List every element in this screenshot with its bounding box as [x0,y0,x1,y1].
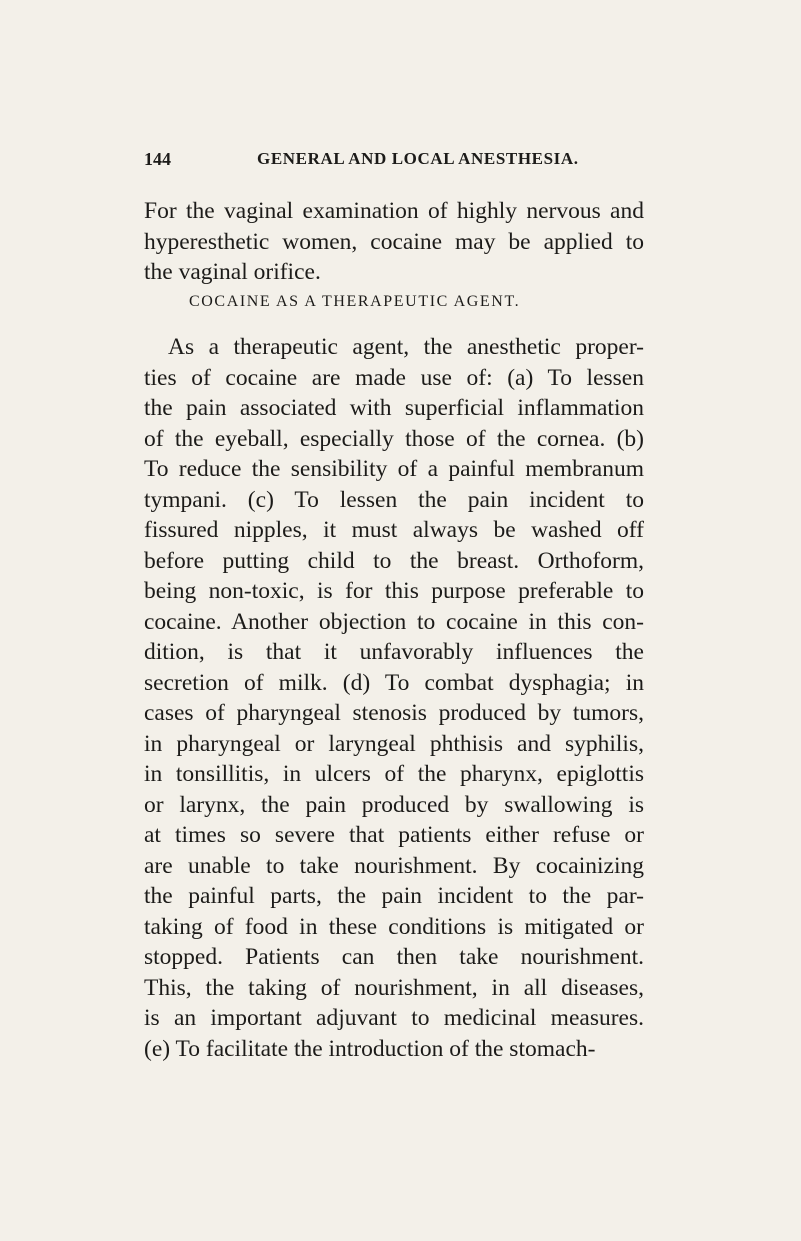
text-line: fissured nipples, it must always be washed off [144,517,644,543]
text-line: the vaginal orifice. [144,259,321,285]
text-line: before putting child to the breast. Orthoform, [144,547,644,574]
text-line: hyperesthetic women, cocaine may be applied to [144,228,644,255]
text-line: dition, is that it unfavorably influences the [144,639,644,665]
text-line: secretion of milk. (d) To combat dysphagia; in [144,669,644,696]
text-line: stopped. Patients can then take nourishment. [144,944,644,970]
text-line: of the eyeball, especially those of the cornea. (b) [144,425,644,452]
text-line: cocaine. Another objection to cocaine in this con- [144,608,644,635]
text-line: being non-toxic, is for this purpose preferable to [144,578,644,604]
paragraph-vaginal-examination [144,196,644,288]
text-line: taking of food in these conditions is mitigated or [144,913,644,940]
text-line: As a therapeutic agent, the anesthetic proper- [168,334,644,360]
section-heading: COCAINE AS A THERAPEUTIC AGENT. [189,293,521,310]
text-line: or larynx, the pain produced by swallowing is [144,791,644,818]
text-line: cases of pharyngeal stenosis produced by tumors, [144,700,644,726]
text-line: are unable to take nourishment. By cocainizing [144,852,644,879]
text-line: ties of cocaine are made use of: (a) To lessen [144,364,644,391]
text-line: in tonsillitis, in ulcers of the pharynx, epiglottis [144,761,644,787]
text-line: This, the taking of nourishment, in all diseases, [144,974,644,1001]
text-line: in pharyngeal or laryngeal phthisis and syphilis, [144,730,644,757]
text-line: For the vaginal examination of highly nervous and [144,198,644,224]
paragraph-therapeutic-uses [144,332,644,1064]
text-line: is an important adjuvant to medicinal measures. [144,1005,644,1031]
text-line: To reduce the sensibility of a painful membranum [144,456,644,482]
text-line: (e) To facilitate the introduction of the stomach- [144,1035,596,1062]
text-line: at times so severe that patients either refuse or [144,822,644,848]
running-title: GENERAL AND LOCAL ANESTHESIA. [257,149,579,168]
running-head [144,146,614,172]
page-number: 144 [144,149,171,169]
text-line: tympani. (c) To lessen the pain incident to [144,486,644,513]
text-line: the painful parts, the pain incident to the par- [144,883,644,909]
text-line: the pain associated with superficial inflammation [144,395,644,421]
